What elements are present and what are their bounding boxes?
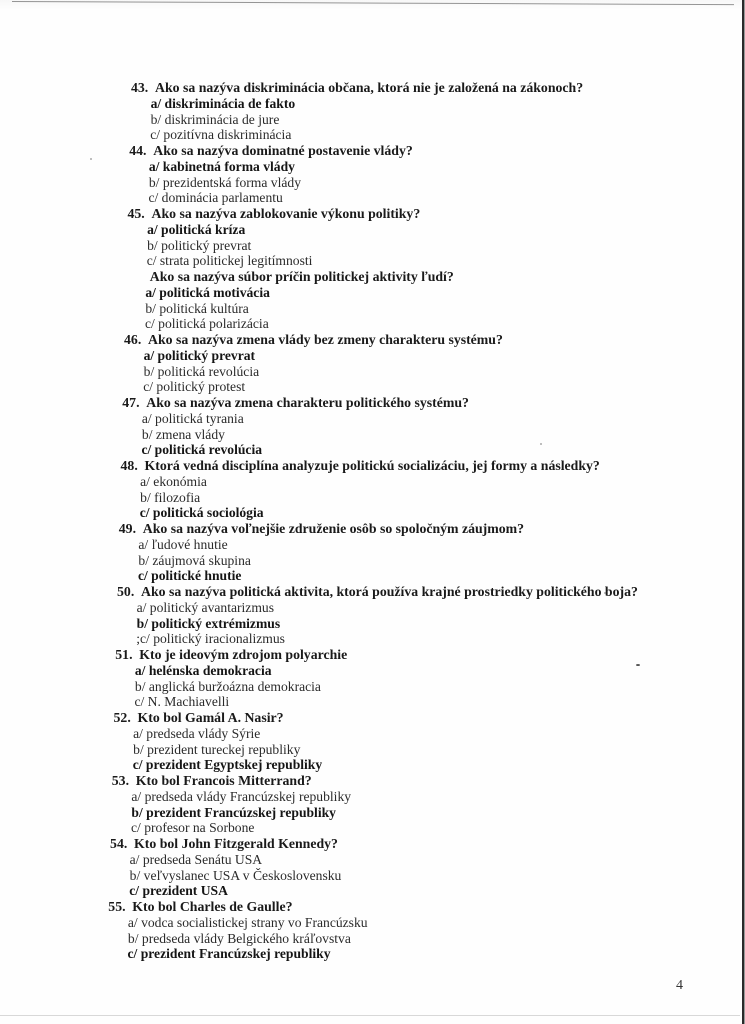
answer-option-correct: a/ politická motivácia [145,284,270,300]
answer-option-correct: a/ politický prevrat [143,347,256,363]
answer-option: c/ politická polarizácia [144,316,269,332]
answer-option-correct: a/ helénska demokracia [134,662,272,678]
question [122,395,469,410]
question [131,80,583,95]
question [119,521,524,536]
answer-option-correct: a/ diskriminácia de fakto [150,95,296,111]
question [108,899,292,914]
answer-option: a/ politická tyrania [141,410,244,426]
question-number: 50. [117,584,135,599]
answer-option-correct: c/ politické hnutie [137,568,242,584]
scan-speck [90,158,92,160]
answer-option-correct: a/ politická kríza [147,221,246,237]
question [128,206,421,221]
answer-option: ;c/ politický iracionalizmus [136,631,285,647]
answer-option: c/ dominácia parlamentu [148,190,283,206]
question-number: 54. [110,836,128,851]
question [115,647,347,662]
question-number: 46. [124,332,142,347]
answer-option: c/ politický protest [143,379,246,395]
question-number: 49. [118,521,137,536]
answer-option: b/ politická revolúcia [143,363,260,379]
scan-speck [636,664,640,666]
question-text: Kto bol Charles de Gaulle? [132,899,293,914]
question-number: 55. [108,899,126,914]
answer-option-correct: c/ politická revolúcia [141,442,263,458]
question [114,710,284,725]
answer-option: a/ politický avantarizmus [136,599,274,615]
answer-option: b/ zmena vlády [141,426,225,442]
question [124,332,503,347]
question-number: 51. [115,647,133,662]
answer-option: c/ N. Machiavelli [134,694,230,710]
question [126,269,454,284]
answer-option: a/ predseda vlády Francúzskej republiky [131,788,352,804]
question [121,458,600,473]
answer-option: b/ prezident tureckej republiky [133,741,301,757]
question [110,836,338,851]
answer-option: b/ predseda vlády Belgického kráľovstva [127,930,351,946]
answer-option: c/ pozitívna diskriminácia [150,127,292,143]
question-number: 43. [131,80,149,95]
question-number: 45. [127,206,145,221]
question-text: Kto je ideovým zdrojom polyarchie [139,647,348,662]
question-text: Ako sa nazýva zablokovanie výkonu politiky? [151,206,421,221]
answer-option: b/ politická kultúra [145,300,249,316]
answer-option-correct: c/ prezident USA [129,883,228,899]
question-number: 53. [111,773,130,788]
question [129,143,413,158]
question-number: 52. [113,710,131,725]
answer-option: b/ diskriminácia de jure [150,111,280,127]
answer-option-correct: c/ prezident Egyptskej republiky [132,757,323,773]
answer-option-correct: c/ politická sociológia [139,505,264,521]
question-number: 48. [120,458,138,473]
question-text: Kto bol John Fitzgerald Kennedy? [134,836,338,851]
answer-option: c/ strata politickej legitímnosti [146,253,313,269]
question-text: Kto bol Gamál A. Nasir? [137,710,284,725]
answer-option: b/ veľvyslanec USA v Československu [129,867,342,883]
question-text: Ako sa nazýva politická aktivita, ktorá používa krajné prostriedky politického boja? [141,584,638,599]
question-text: Ako sa nazýva diskriminácia občana, ktorá nie je založená na zákonoch? [155,80,584,95]
answer-option: a/ vodca socialistickej strany vo Francúzsku [127,914,368,930]
answer-option: b/ politický prevrat [147,237,252,253]
page-number: 4 [676,978,683,993]
question-text: Kto bol Francois Mitterrand? [135,773,312,788]
answer-option: b/ záujmová skupina [138,552,251,568]
question-text: Ako sa nazýva zmena vlády bez zmeny charakteru systému? [148,332,503,347]
question-number: 47. [122,395,140,410]
answer-option-correct: a/ kabinetná forma vlády [148,158,295,174]
question [117,584,638,599]
question [112,773,312,788]
page-top-edge [12,1,734,9]
answer-option: b/ anglická buržoázna demokracia [134,678,321,694]
question-text: Ako sa nazýva dominatné postavenie vlády? [153,143,413,158]
answer-option-correct: b/ prezident Francúzskej republiky [131,804,336,820]
answer-option: b/ filozofia [140,489,201,505]
answer-option: c/ profesor na Sorbone [130,820,255,836]
answer-option: a/ ľudové hnutie [138,536,228,552]
question-number: 44. [129,143,147,158]
answer-option: b/ prezidentská forma vlády [148,174,301,190]
answer-option: a/ ekonómia [140,473,207,489]
answer-option: a/ predseda vlády Sýrie [133,725,261,741]
page-bottom-edge [0,1015,740,1016]
question-text: Ako sa nazýva zmena charakteru politického systému? [146,395,469,410]
answer-option-correct: b/ politický extrémizmus [136,615,281,631]
question-text: Ktorá vedná disciplína analyzuje politickú socializáciu, jej formy a následky? [144,458,600,473]
question-text: Ako sa nazýva voľnejšie združenie osôb so spoločným záujmom? [142,521,525,536]
question-text: Ako sa nazýva súbor príčin politickej aktivity ľudí? [149,269,454,284]
answer-option: a/ predseda Senátu USA [129,851,263,867]
scan-speck [540,443,542,445]
answer-option-correct: c/ prezident Francúzskej republiky [127,946,331,962]
